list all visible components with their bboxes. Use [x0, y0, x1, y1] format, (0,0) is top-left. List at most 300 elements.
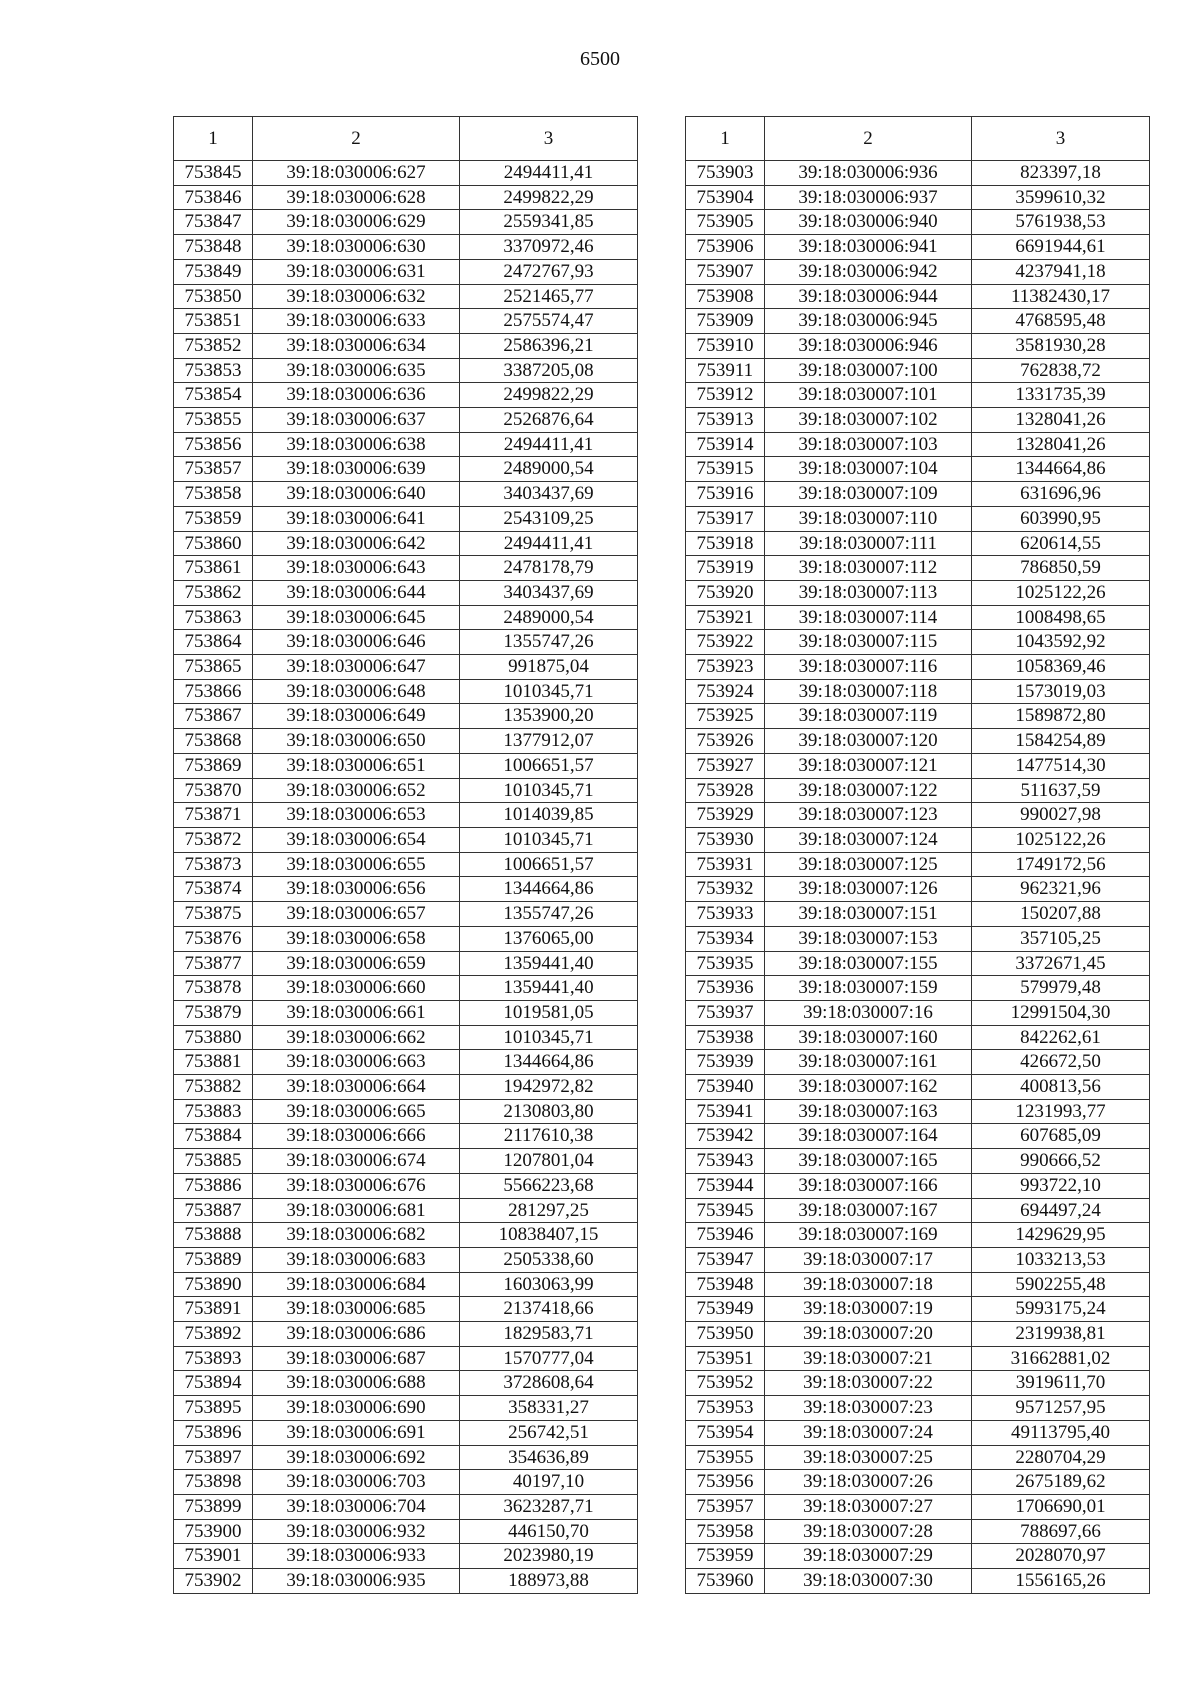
cadastral-number-cell: 39:18:030006:657 [253, 902, 460, 927]
row-number-cell: 753908 [686, 284, 765, 309]
row-number-cell: 753930 [686, 827, 765, 852]
table-row [174, 1075, 638, 1100]
cadastral-number-cell: 39:18:030006:651 [253, 753, 460, 778]
value-cell: 1589872,80 [972, 704, 1150, 729]
row-number-cell: 753850 [174, 284, 253, 309]
cadastral-number-cell: 39:18:030006:944 [765, 284, 972, 309]
cadastral-number-cell: 39:18:030006:664 [253, 1075, 460, 1100]
value-cell: 2494411,41 [460, 432, 638, 457]
cadastral-number-cell: 39:18:030007:163 [765, 1099, 972, 1124]
table-row [686, 1519, 1150, 1544]
column-header-3: 3 [460, 117, 638, 161]
table-row [686, 1149, 1150, 1174]
table-header-row [174, 117, 638, 161]
value-cell: 2023980,19 [460, 1544, 638, 1569]
cadastral-number-cell: 39:18:030007:25 [765, 1445, 972, 1470]
cadastral-number-cell: 39:18:030006:940 [765, 210, 972, 235]
row-number-cell: 753932 [686, 877, 765, 902]
row-number-cell: 753889 [174, 1247, 253, 1272]
row-number-cell: 753855 [174, 408, 253, 433]
value-cell: 1429629,95 [972, 1223, 1150, 1248]
value-cell: 1749172,56 [972, 852, 1150, 877]
row-number-cell: 753906 [686, 235, 765, 260]
value-cell: 2543109,25 [460, 506, 638, 531]
value-cell: 1010345,71 [460, 1025, 638, 1050]
column-header-3: 3 [972, 117, 1150, 161]
value-cell: 990027,98 [972, 803, 1150, 828]
cadastral-number-cell: 39:18:030007:162 [765, 1075, 972, 1100]
cadastral-number-cell: 39:18:030006:646 [253, 630, 460, 655]
value-cell: 1025122,26 [972, 580, 1150, 605]
row-number-cell: 753939 [686, 1050, 765, 1075]
cadastral-number-cell: 39:18:030006:683 [253, 1247, 460, 1272]
table-row [686, 556, 1150, 581]
table-row [686, 1445, 1150, 1470]
row-number-cell: 753946 [686, 1223, 765, 1248]
table-row [174, 729, 638, 754]
row-number-cell: 753913 [686, 408, 765, 433]
cadastral-number-cell: 39:18:030007:120 [765, 729, 972, 754]
cadastral-number-cell: 39:18:030006:653 [253, 803, 460, 828]
cadastral-number-cell: 39:18:030006:637 [253, 408, 460, 433]
row-number-cell: 753945 [686, 1198, 765, 1223]
row-number-cell: 753902 [174, 1569, 253, 1594]
value-cell: 786850,59 [972, 556, 1150, 581]
cadastral-number-cell: 39:18:030006:641 [253, 506, 460, 531]
cadastral-number-cell: 39:18:030007:114 [765, 605, 972, 630]
row-number-cell: 753873 [174, 852, 253, 877]
row-number-cell: 753862 [174, 580, 253, 605]
table-row [174, 951, 638, 976]
table-row [686, 679, 1150, 704]
row-number-cell: 753917 [686, 506, 765, 531]
cadastral-number-cell: 39:18:030007:116 [765, 655, 972, 680]
row-number-cell: 753851 [174, 309, 253, 334]
row-number-cell: 753882 [174, 1075, 253, 1100]
cadastral-number-cell: 39:18:030006:628 [253, 185, 460, 210]
table-row [686, 778, 1150, 803]
table-row [686, 1099, 1150, 1124]
row-number-cell: 753858 [174, 482, 253, 507]
cadastral-number-cell: 39:18:030007:122 [765, 778, 972, 803]
row-number-cell: 753919 [686, 556, 765, 581]
row-number-cell: 753927 [686, 753, 765, 778]
cadastral-number-cell: 39:18:030006:704 [253, 1494, 460, 1519]
row-number-cell: 753915 [686, 457, 765, 482]
table-row [686, 753, 1150, 778]
row-number-cell: 753881 [174, 1050, 253, 1075]
table-row [686, 976, 1150, 1001]
value-cell: 150207,88 [972, 902, 1150, 927]
row-number-cell: 753872 [174, 827, 253, 852]
value-cell: 5993175,24 [972, 1297, 1150, 1322]
cadastral-number-cell: 39:18:030006:648 [253, 679, 460, 704]
row-number-cell: 753953 [686, 1396, 765, 1421]
row-number-cell: 753911 [686, 358, 765, 383]
value-cell: 603990,95 [972, 506, 1150, 531]
table-row [174, 1445, 638, 1470]
table-row [174, 1346, 638, 1371]
row-number-cell: 753948 [686, 1272, 765, 1297]
row-number-cell: 753886 [174, 1173, 253, 1198]
cadastral-number-cell: 39:18:030007:104 [765, 457, 972, 482]
table-row [686, 383, 1150, 408]
table-row [686, 1494, 1150, 1519]
row-number-cell: 753960 [686, 1569, 765, 1594]
row-number-cell: 753933 [686, 902, 765, 927]
value-cell: 2117610,38 [460, 1124, 638, 1149]
value-cell: 1829583,71 [460, 1322, 638, 1347]
table-row [686, 284, 1150, 309]
row-number-cell: 753940 [686, 1075, 765, 1100]
cadastral-number-cell: 39:18:030007:20 [765, 1322, 972, 1347]
cadastral-number-cell: 39:18:030006:936 [765, 161, 972, 186]
cadastral-number-cell: 39:18:030006:666 [253, 1124, 460, 1149]
table-row [174, 580, 638, 605]
value-cell: 3370972,46 [460, 235, 638, 260]
row-number-cell: 753865 [174, 655, 253, 680]
column-header-1: 1 [686, 117, 765, 161]
table-row [174, 778, 638, 803]
table-header-row [686, 117, 1150, 161]
value-cell: 1328041,26 [972, 408, 1150, 433]
row-number-cell: 753892 [174, 1322, 253, 1347]
row-number-cell: 753870 [174, 778, 253, 803]
table-row [174, 827, 638, 852]
cadastral-number-cell: 39:18:030007:109 [765, 482, 972, 507]
cadastral-number-cell: 39:18:030006:652 [253, 778, 460, 803]
cadastral-number-cell: 39:18:030007:24 [765, 1420, 972, 1445]
table-row [174, 902, 638, 927]
row-number-cell: 753909 [686, 309, 765, 334]
value-cell: 2505338,60 [460, 1247, 638, 1272]
row-number-cell: 753922 [686, 630, 765, 655]
row-number-cell: 753936 [686, 976, 765, 1001]
row-number-cell: 753876 [174, 926, 253, 951]
value-cell: 694497,24 [972, 1198, 1150, 1223]
value-cell: 1355747,26 [460, 902, 638, 927]
table-row [174, 284, 638, 309]
cadastral-number-cell: 39:18:030007:118 [765, 679, 972, 704]
row-number-cell: 753888 [174, 1223, 253, 1248]
table-row [686, 259, 1150, 284]
cadastral-number-cell: 39:18:030006:942 [765, 259, 972, 284]
row-number-cell: 753861 [174, 556, 253, 581]
table-row [686, 655, 1150, 680]
table-row [686, 605, 1150, 630]
row-number-cell: 753957 [686, 1494, 765, 1519]
value-cell: 2472767,93 [460, 259, 638, 284]
value-cell: 1570777,04 [460, 1346, 638, 1371]
table-row [174, 655, 638, 680]
cadastral-number-cell: 39:18:030007:113 [765, 580, 972, 605]
value-cell: 1328041,26 [972, 432, 1150, 457]
value-cell: 2478178,79 [460, 556, 638, 581]
table-row [174, 630, 638, 655]
value-cell: 3372671,45 [972, 951, 1150, 976]
table-row [174, 1198, 638, 1223]
cadastral-number-cell: 39:18:030006:644 [253, 580, 460, 605]
table-row [174, 1173, 638, 1198]
cadastral-number-cell: 39:18:030006:665 [253, 1099, 460, 1124]
table-row [174, 1494, 638, 1519]
value-cell: 2494411,41 [460, 531, 638, 556]
cadastral-number-cell: 39:18:030006:937 [765, 185, 972, 210]
value-cell: 1033213,53 [972, 1247, 1150, 1272]
row-number-cell: 753912 [686, 383, 765, 408]
table-row [174, 1297, 638, 1322]
table-row [686, 531, 1150, 556]
row-number-cell: 753878 [174, 976, 253, 1001]
table-row [686, 630, 1150, 655]
value-cell: 511637,59 [972, 778, 1150, 803]
table-row [686, 803, 1150, 828]
row-number-cell: 753929 [686, 803, 765, 828]
table-right [685, 116, 1150, 1594]
value-cell: 4237941,18 [972, 259, 1150, 284]
value-cell: 2137418,66 [460, 1297, 638, 1322]
table-row [174, 605, 638, 630]
value-cell: 991875,04 [460, 655, 638, 680]
row-number-cell: 753857 [174, 457, 253, 482]
cadastral-number-cell: 39:18:030006:650 [253, 729, 460, 754]
cadastral-number-cell: 39:18:030006:692 [253, 1445, 460, 1470]
table-row [686, 408, 1150, 433]
row-number-cell: 753860 [174, 531, 253, 556]
cadastral-number-cell: 39:18:030006:633 [253, 309, 460, 334]
cadastral-number-cell: 39:18:030006:658 [253, 926, 460, 951]
value-cell: 11382430,17 [972, 284, 1150, 309]
table-row [686, 1247, 1150, 1272]
value-cell: 400813,56 [972, 1075, 1150, 1100]
row-number-cell: 753943 [686, 1149, 765, 1174]
table-row [174, 1544, 638, 1569]
table-row [686, 729, 1150, 754]
row-number-cell: 753845 [174, 161, 253, 186]
value-cell: 1942972,82 [460, 1075, 638, 1100]
row-number-cell: 753916 [686, 482, 765, 507]
cadastral-number-cell: 39:18:030006:662 [253, 1025, 460, 1050]
row-number-cell: 753923 [686, 655, 765, 680]
row-number-cell: 753947 [686, 1247, 765, 1272]
value-cell: 188973,88 [460, 1569, 638, 1594]
cadastral-number-cell: 39:18:030007:23 [765, 1396, 972, 1421]
cadastral-number-cell: 39:18:030007:110 [765, 506, 972, 531]
table-row [174, 1396, 638, 1421]
table-row [174, 506, 638, 531]
value-cell: 2489000,54 [460, 457, 638, 482]
row-number-cell: 753846 [174, 185, 253, 210]
cadastral-number-cell: 39:18:030006:684 [253, 1272, 460, 1297]
cadastral-number-cell: 39:18:030006:640 [253, 482, 460, 507]
row-number-cell: 753904 [686, 185, 765, 210]
value-cell: 1025122,26 [972, 827, 1150, 852]
value-cell: 3599610,32 [972, 185, 1150, 210]
column-header-1: 1 [174, 117, 253, 161]
cadastral-number-cell: 39:18:030006:632 [253, 284, 460, 309]
table-row [174, 1371, 638, 1396]
row-number-cell: 753859 [174, 506, 253, 531]
table-row [686, 432, 1150, 457]
table-row [174, 704, 638, 729]
cadastral-number-cell: 39:18:030006:690 [253, 1396, 460, 1421]
value-cell: 993722,10 [972, 1173, 1150, 1198]
cadastral-number-cell: 39:18:030007:160 [765, 1025, 972, 1050]
row-number-cell: 753875 [174, 902, 253, 927]
table-row [174, 1519, 638, 1544]
cadastral-number-cell: 39:18:030006:656 [253, 877, 460, 902]
value-cell: 2499822,29 [460, 383, 638, 408]
row-number-cell: 753928 [686, 778, 765, 803]
value-cell: 1010345,71 [460, 679, 638, 704]
row-number-cell: 753880 [174, 1025, 253, 1050]
value-cell: 12991504,30 [972, 1000, 1150, 1025]
table-row [174, 753, 638, 778]
row-number-cell: 753958 [686, 1519, 765, 1544]
value-cell: 3387205,08 [460, 358, 638, 383]
value-cell: 3403437,69 [460, 580, 638, 605]
table-row [686, 926, 1150, 951]
row-number-cell: 753952 [686, 1371, 765, 1396]
cadastral-number-cell: 39:18:030006:631 [253, 259, 460, 284]
row-number-cell: 753891 [174, 1297, 253, 1322]
cadastral-number-cell: 39:18:030006:647 [253, 655, 460, 680]
value-cell: 2319938,81 [972, 1322, 1150, 1347]
cadastral-number-cell: 39:18:030006:685 [253, 1297, 460, 1322]
table-row [686, 235, 1150, 260]
row-number-cell: 753903 [686, 161, 765, 186]
value-cell: 40197,10 [460, 1470, 638, 1495]
cadastral-number-cell: 39:18:030007:167 [765, 1198, 972, 1223]
value-cell: 1706690,01 [972, 1494, 1150, 1519]
row-number-cell: 753900 [174, 1519, 253, 1544]
row-number-cell: 753942 [686, 1124, 765, 1149]
cadastral-number-cell: 39:18:030007:161 [765, 1050, 972, 1075]
cadastral-number-cell: 39:18:030006:686 [253, 1322, 460, 1347]
value-cell: 4768595,48 [972, 309, 1150, 334]
table-row [174, 432, 638, 457]
cadastral-number-cell: 39:18:030007:169 [765, 1223, 972, 1248]
value-cell: 2526876,64 [460, 408, 638, 433]
cadastral-number-cell: 39:18:030006:661 [253, 1000, 460, 1025]
cadastral-number-cell: 39:18:030006:663 [253, 1050, 460, 1075]
cadastral-number-cell: 39:18:030007:112 [765, 556, 972, 581]
table-row [686, 185, 1150, 210]
value-cell: 1331735,39 [972, 383, 1150, 408]
row-number-cell: 753883 [174, 1099, 253, 1124]
column-header-2: 2 [765, 117, 972, 161]
table-row [174, 309, 638, 334]
value-cell: 990666,52 [972, 1149, 1150, 1174]
table-row [174, 161, 638, 186]
table-row [174, 259, 638, 284]
row-number-cell: 753897 [174, 1445, 253, 1470]
table-row [686, 1371, 1150, 1396]
row-number-cell: 753924 [686, 679, 765, 704]
cadastral-number-cell: 39:18:030007:125 [765, 852, 972, 877]
row-number-cell: 753885 [174, 1149, 253, 1174]
row-number-cell: 753949 [686, 1297, 765, 1322]
cadastral-number-cell: 39:18:030006:627 [253, 161, 460, 186]
row-number-cell: 753954 [686, 1420, 765, 1445]
table-row [174, 1569, 638, 1594]
value-cell: 631696,96 [972, 482, 1150, 507]
cadastral-number-cell: 39:18:030006:660 [253, 976, 460, 1001]
cadastral-number-cell: 39:18:030006:635 [253, 358, 460, 383]
cadastral-number-cell: 39:18:030007:123 [765, 803, 972, 828]
table-row [174, 1000, 638, 1025]
row-number-cell: 753944 [686, 1173, 765, 1198]
cadastral-number-cell: 39:18:030007:121 [765, 753, 972, 778]
row-number-cell: 753893 [174, 1346, 253, 1371]
table-row [686, 333, 1150, 358]
row-number-cell: 753950 [686, 1322, 765, 1347]
row-number-cell: 753856 [174, 432, 253, 457]
value-cell: 762838,72 [972, 358, 1150, 383]
table-row [686, 1198, 1150, 1223]
cadastral-number-cell: 39:18:030006:655 [253, 852, 460, 877]
table-row [686, 482, 1150, 507]
value-cell: 10838407,15 [460, 1223, 638, 1248]
page-number: 6500 [580, 48, 620, 70]
table-row [174, 1050, 638, 1075]
table-row [686, 580, 1150, 605]
value-cell: 1014039,85 [460, 803, 638, 828]
table-row [174, 803, 638, 828]
row-number-cell: 753926 [686, 729, 765, 754]
value-cell: 5761938,53 [972, 210, 1150, 235]
cadastral-number-cell: 39:18:030006:649 [253, 704, 460, 729]
table-row [686, 506, 1150, 531]
table-row [686, 852, 1150, 877]
cadastral-number-cell: 39:18:030007:100 [765, 358, 972, 383]
cadastral-number-cell: 39:18:030007:119 [765, 704, 972, 729]
cadastral-number-cell: 39:18:030007:126 [765, 877, 972, 902]
row-number-cell: 753864 [174, 630, 253, 655]
table-row [686, 1544, 1150, 1569]
table-row [686, 877, 1150, 902]
row-number-cell: 753852 [174, 333, 253, 358]
table-row [174, 1223, 638, 1248]
value-cell: 842262,61 [972, 1025, 1150, 1050]
cadastral-number-cell: 39:18:030006:638 [253, 432, 460, 457]
value-cell: 3919611,70 [972, 1371, 1150, 1396]
cadastral-number-cell: 39:18:030006:634 [253, 333, 460, 358]
value-cell: 1359441,40 [460, 976, 638, 1001]
table-row [686, 704, 1150, 729]
row-number-cell: 753871 [174, 803, 253, 828]
table-row [174, 457, 638, 482]
value-cell: 2575574,47 [460, 309, 638, 334]
value-cell: 1376065,00 [460, 926, 638, 951]
row-number-cell: 753869 [174, 753, 253, 778]
cadastral-number-cell: 39:18:030006:629 [253, 210, 460, 235]
table-row [686, 1396, 1150, 1421]
value-cell: 3623287,71 [460, 1494, 638, 1519]
value-cell: 426672,50 [972, 1050, 1150, 1075]
table-row [174, 1272, 638, 1297]
value-cell: 1008498,65 [972, 605, 1150, 630]
row-number-cell: 753931 [686, 852, 765, 877]
row-number-cell: 753879 [174, 1000, 253, 1025]
cadastral-number-cell: 39:18:030006:687 [253, 1346, 460, 1371]
value-cell: 354636,89 [460, 1445, 638, 1470]
table-row [174, 531, 638, 556]
cadastral-number-cell: 39:18:030007:103 [765, 432, 972, 457]
cadastral-number-cell: 39:18:030007:102 [765, 408, 972, 433]
value-cell: 788697,66 [972, 1519, 1150, 1544]
column-header-2: 2 [253, 117, 460, 161]
